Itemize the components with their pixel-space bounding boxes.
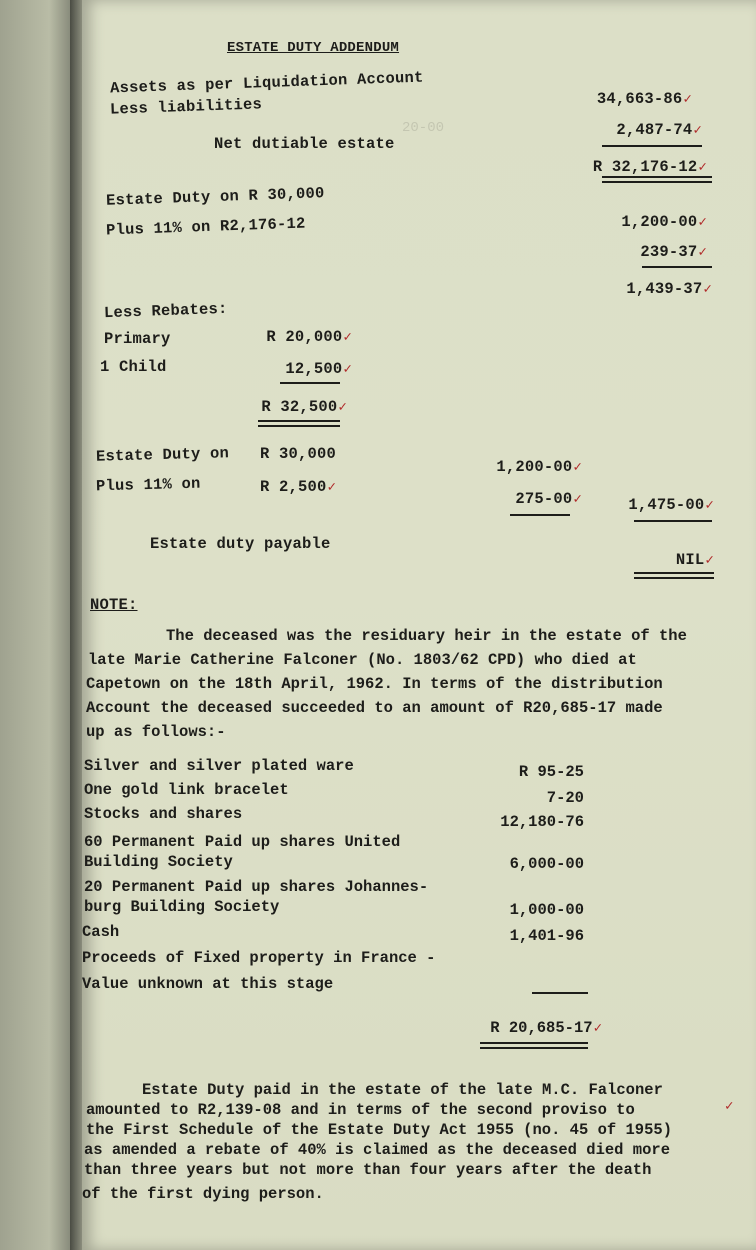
closing-line: amounted to R2,139-08 and in terms of the second proviso to: [86, 1101, 635, 1119]
item-label: Cash: [82, 923, 120, 941]
double-rule: [602, 176, 712, 183]
duty-value: 1,200-00✓: [621, 213, 707, 231]
rebates-heading: Less Rebates:: [103, 299, 228, 323]
plus-on-value: 275-00✓: [515, 490, 582, 508]
note-line: Capetown on the 18th April, 1962. In terms of the distribution: [86, 675, 663, 693]
net-dutiable-value: R 32,176-12✓: [592, 158, 707, 176]
note-line: late Marie Catherine Falconer (No. 1803/62 CPD) who died at: [88, 651, 637, 669]
rebates-total: R 32,500✓: [261, 398, 347, 416]
payable-value: NIL✓: [675, 551, 714, 569]
item-value: 12,180-76: [500, 813, 584, 831]
item-value: 1,000-00: [509, 901, 584, 919]
item-label: One gold link bracelet: [84, 781, 289, 799]
duty-on-base: R 30,000: [260, 445, 337, 463]
duty-on-value: 1,200-00✓: [496, 458, 582, 476]
liabilities-value: 2,487-74✓: [616, 121, 702, 139]
child-label: 1 Child: [100, 358, 167, 376]
note-heading: NOTE:: [90, 596, 138, 614]
plus-label: Plus 11% on R2,176-12: [105, 214, 306, 240]
item-value: R 95-25: [518, 763, 584, 781]
duty-label: Estate Duty on R 30,000: [105, 184, 325, 210]
duty-on-label: Estate Duty on: [95, 444, 230, 466]
net-dutiable-label: Net dutiable estate: [214, 135, 395, 153]
liabilities-label: Less liabilities: [109, 95, 263, 119]
closing-line: Estate Duty paid in the estate of the late M.C. Falconer: [142, 1081, 663, 1099]
item-label: 20 Permanent Paid up shares Johannes-: [84, 878, 429, 896]
closing-line: the First Schedule of the Estate Duty Act 1955 (no. 45 of 1955): [86, 1121, 672, 1139]
item-label: 60 Permanent Paid up shares United: [84, 833, 401, 851]
closing-line: than three years but not more than four years after the death: [84, 1161, 652, 1179]
double-rule: [480, 1042, 588, 1049]
double-rule: [634, 572, 714, 579]
document-page: [82, 0, 756, 1250]
child-value: 12,500✓: [285, 360, 352, 378]
show-through: 20-00: [402, 120, 445, 136]
item-value: 6,000-00: [509, 855, 584, 873]
item-label: Building Society: [84, 853, 233, 871]
subtotal-value: 1,439-37✓: [626, 280, 712, 298]
item-value: 7-20: [546, 789, 584, 807]
rule: [602, 145, 702, 147]
note-line: up as follows:-: [86, 723, 226, 741]
closing-line: as amended a rebate of 40% is claimed as the deceased died more: [84, 1141, 670, 1159]
assets-value: 34,663-86✓: [596, 90, 692, 108]
margin-tick: ✓: [725, 1099, 734, 1115]
item-label: Proceeds of Fixed property in France -: [82, 949, 436, 967]
rule: [634, 520, 712, 522]
plus-on-base: R 2,500✓: [260, 478, 337, 496]
plus-value: 239-37✓: [640, 243, 707, 261]
plus-on-label: Plus 11% on: [95, 474, 201, 496]
rule: [510, 514, 570, 516]
payable-label: Estate duty payable: [150, 535, 331, 553]
item-label: Silver and silver plated ware: [84, 757, 354, 775]
primary-label: Primary: [104, 330, 171, 348]
note-line: Account the deceased succeeded to an amount of R20,685-17 made: [86, 699, 663, 717]
item-label: Stocks and shares: [84, 805, 243, 823]
item-label: Value unknown at this stage: [82, 975, 334, 993]
primary-value: R 20,000✓: [266, 328, 352, 346]
rule: [642, 266, 712, 268]
double-rule: [258, 420, 340, 427]
rule: [532, 992, 588, 994]
item-value: 1,401-96: [509, 927, 584, 945]
note-line: The deceased was the residuary heir in the estate of the: [166, 627, 687, 645]
rule: [280, 382, 340, 384]
closing-line: of the first dying person.: [82, 1185, 324, 1203]
items-total: R 20,685-17✓: [490, 1019, 602, 1037]
computation-total: 1,475-00✓: [628, 496, 714, 514]
item-label: burg Building Society: [84, 898, 280, 916]
document-title: ESTATE DUTY ADDENDUM: [227, 40, 400, 56]
assets-label: Assets as per Liquidation Account: [109, 68, 424, 98]
